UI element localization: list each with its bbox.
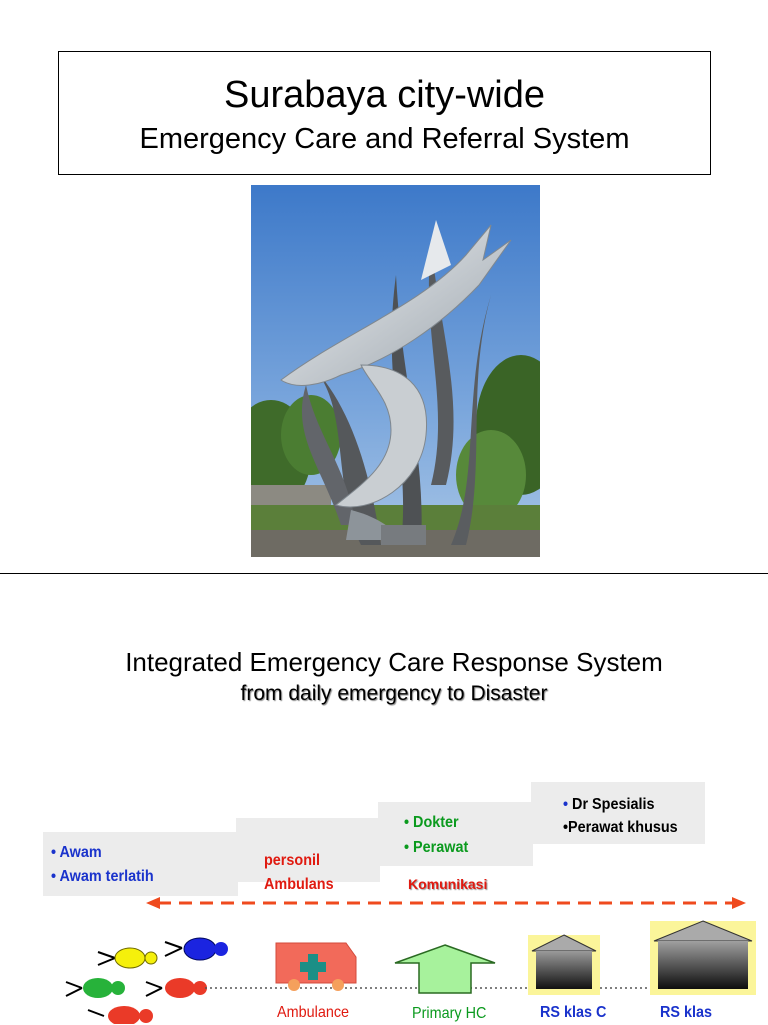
primary-hc-label: Primary HC — [412, 1005, 487, 1022]
rs-klas-icon — [650, 919, 756, 991]
step-ambulans-personnel — [236, 818, 380, 893]
spesialis-text: Dr Spesialis — [568, 796, 655, 813]
ambulans-line-1: personil — [264, 852, 321, 869]
dashed-double-arrow — [146, 893, 746, 913]
step-spesialis — [531, 782, 705, 844]
rs-klas-c-icon — [528, 933, 600, 991]
primary-hc-icon — [393, 943, 497, 995]
people-icon-group — [60, 930, 235, 1024]
person-blue-icon — [165, 938, 228, 960]
person-green-icon — [66, 978, 125, 998]
spesialis-line-2: •Perawat khusus — [563, 819, 678, 836]
ambulance-label: Ambulance — [277, 1004, 350, 1021]
ambulance-icon — [274, 937, 358, 993]
dokter-line-2: • Perawat — [404, 839, 469, 856]
person-red-lower-icon — [88, 1006, 153, 1024]
awam-line-1: • Awam — [51, 844, 102, 861]
person-yellow-icon — [98, 948, 157, 968]
dokter-line-1: • Dokter — [404, 814, 459, 831]
rs-klas-label: RS klas — [660, 1004, 713, 1021]
ambulans-line-2: Ambulans — [264, 876, 334, 893]
person-red-icon — [146, 978, 207, 998]
spesialis-bullet: • — [563, 796, 569, 813]
shark-crocodile-statue-photo — [251, 185, 540, 557]
slide-subtitle: Emergency Care and Referral System — [139, 123, 630, 155]
awam-line-2: • Awam terlatih — [51, 868, 154, 885]
komunikasi-label: Komunikasi — [408, 876, 488, 892]
slide-title: Surabaya city-wide — [223, 74, 546, 116]
slide2-subtitle: from daily emergency to Disaster — [240, 682, 548, 705]
step-awam — [43, 832, 238, 896]
step-dokter — [378, 802, 533, 866]
spesialis-line-1 — [563, 793, 654, 816]
slide2-title: Integrated Emergency Care Response System — [125, 647, 663, 677]
rs-klas-c-label: RS klas C — [540, 1004, 607, 1021]
title-box — [58, 51, 711, 175]
